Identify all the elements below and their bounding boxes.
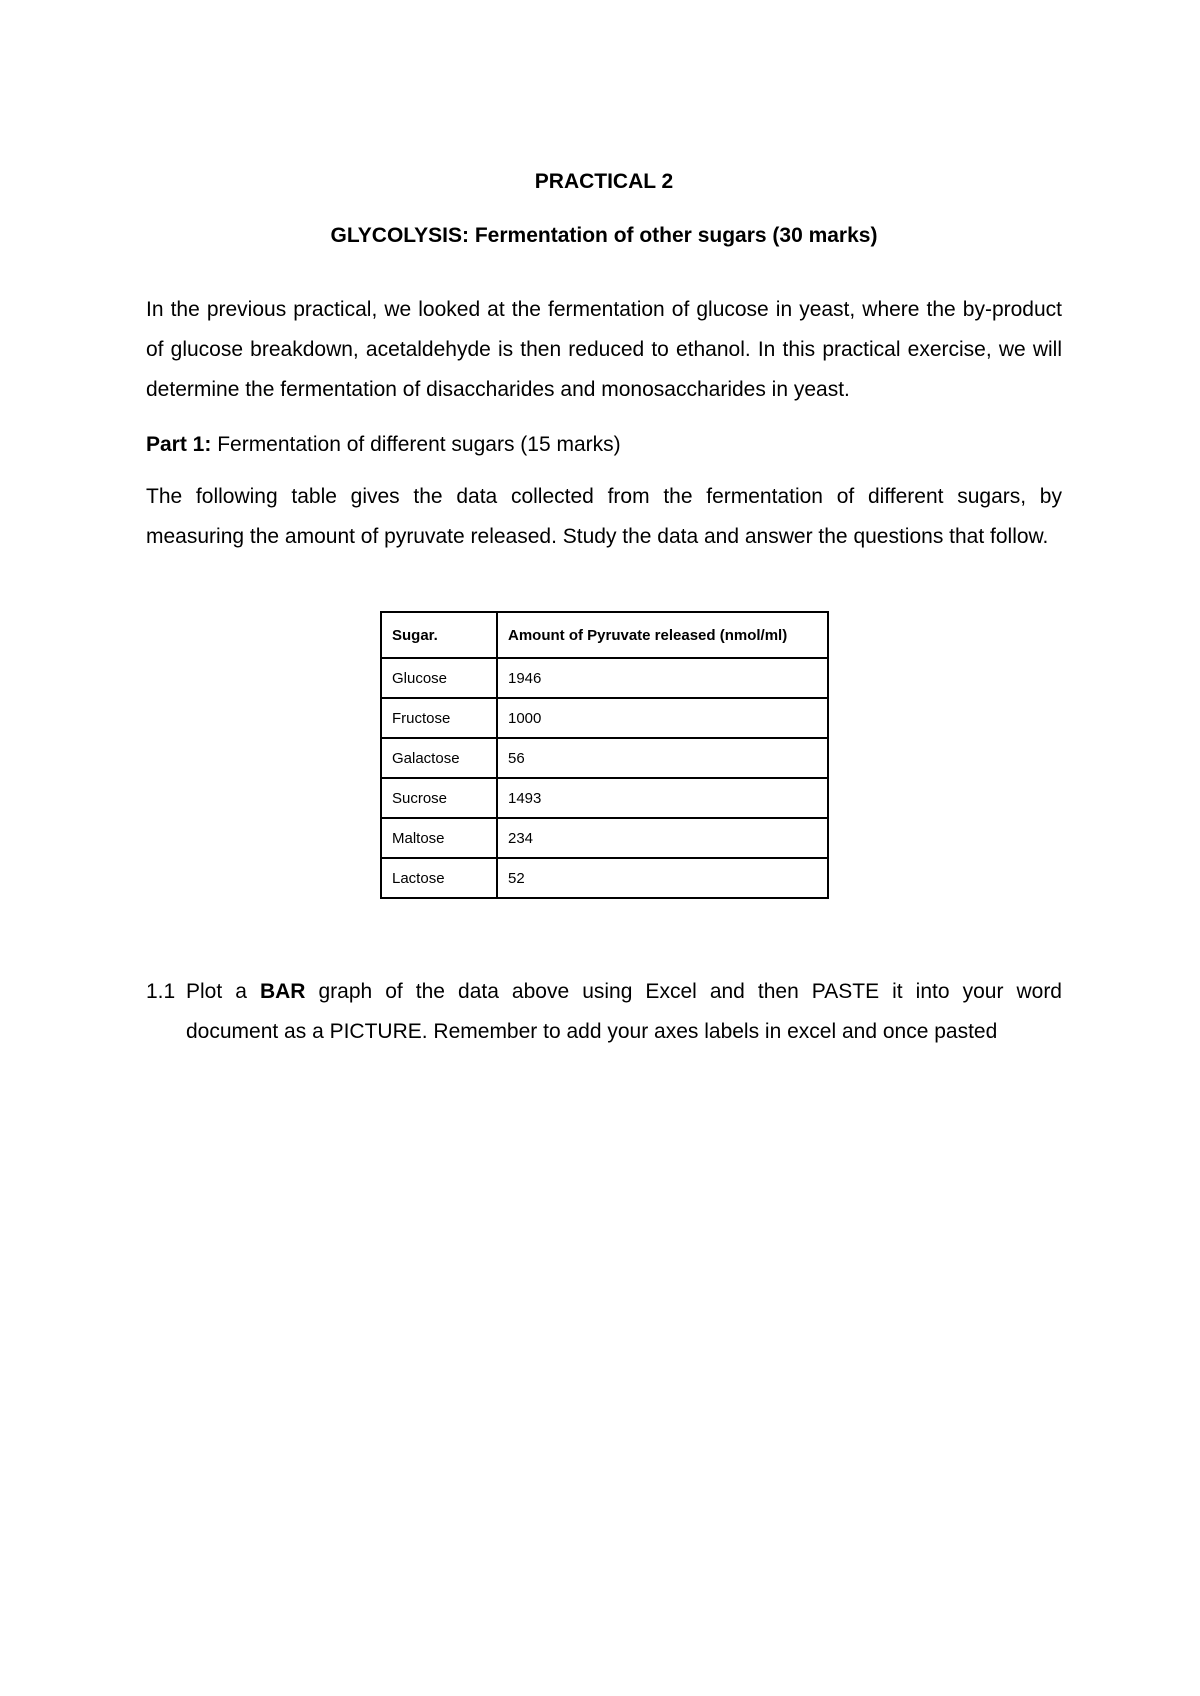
table-cell-amount: 1000 [497, 698, 828, 738]
table-cell-sugar: Fructose [381, 698, 497, 738]
table-row [381, 778, 828, 818]
table-cell-sugar: Maltose [381, 818, 497, 858]
pyruvate-table [380, 611, 829, 899]
table-cell-amount: 234 [497, 818, 828, 858]
table-cell-amount: 1946 [497, 658, 828, 698]
table-header-cell: Sugar. [381, 612, 497, 658]
table-cell-amount: 56 [497, 738, 828, 778]
page-title: PRACTICAL 2 [534, 170, 674, 193]
part1-label: Part 1: [146, 433, 212, 456]
table-row [381, 818, 828, 858]
table-row [381, 858, 828, 898]
table-cell-sugar: Lactose [381, 858, 497, 898]
question-text-b: graph of the data above using Excel and then PASTE it into your word [305, 980, 1062, 1003]
table-header-cell: Amount of Pyruvate released (nmol/ml) [497, 612, 828, 658]
question-text-a: Plot a [186, 980, 260, 1003]
part1-heading [146, 425, 1062, 465]
part1-paragraph: The following table gives the data collected from the fermentation of different sugars, by measuring the amount of pyruvate released. Study the data and answer the questions that follow. [146, 485, 1062, 548]
table-header-row [381, 612, 828, 658]
intro-paragraph: In the previous practical, we looked at the fermentation of glucose in yeast, where the by-product of glucose breakdown, acetaldehyde is then reduced to ethanol. In this practical exercise, we will determine the fermentation of disaccharides and monosaccharides in yeast. [146, 298, 1062, 401]
table-cell-sugar: Sucrose [381, 778, 497, 818]
question-number: 1.1 [146, 980, 176, 1003]
table-cell-sugar: Glucose [381, 658, 497, 698]
page-subtitle: GLYCOLYSIS: Fermentation of other sugars (30 marks) [330, 224, 878, 247]
part1-text: Fermentation of different sugars (15 marks) [211, 433, 621, 456]
question-line-2: document as a PICTURE. Remember to add your axes labels in excel and once pasted [186, 1020, 998, 1043]
table-cell-amount: 52 [497, 858, 828, 898]
table-row [381, 698, 828, 738]
table-row [381, 738, 828, 778]
table-cell-amount: 1493 [497, 778, 828, 818]
table-row [381, 658, 828, 698]
question-line-1 [186, 972, 1062, 1012]
table-cell-sugar: Galactose [381, 738, 497, 778]
question-bold-bar: BAR [259, 980, 306, 1003]
